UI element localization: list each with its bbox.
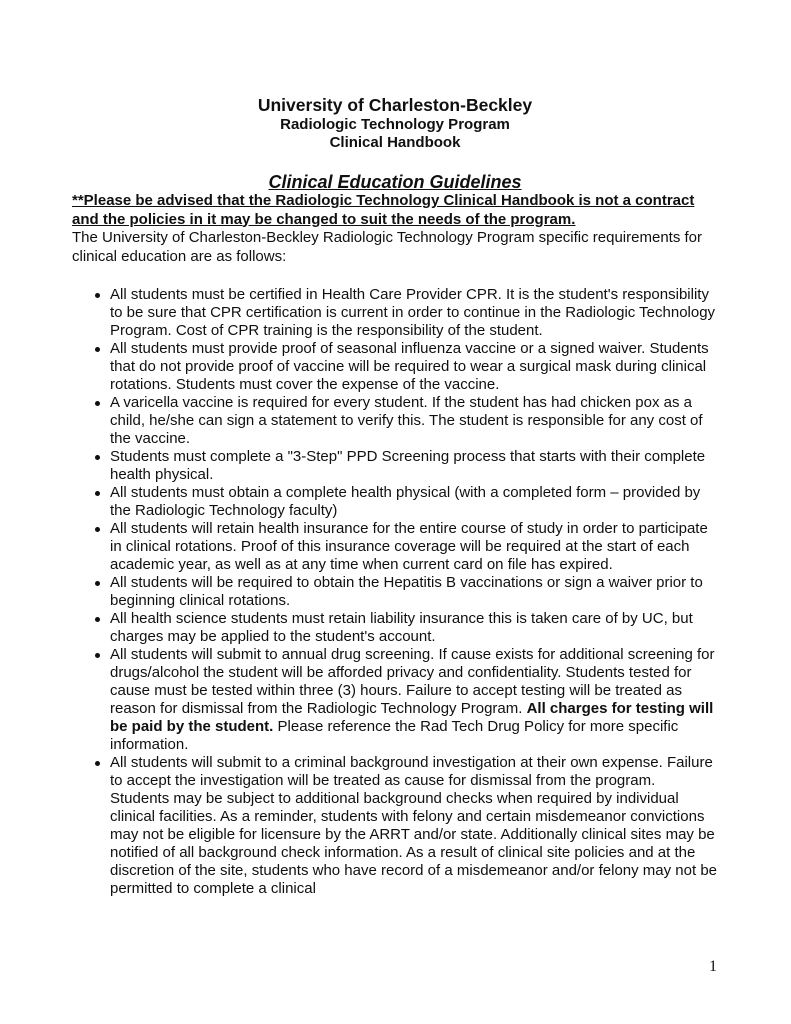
handbook-name: Clinical Handbook: [329, 133, 461, 151]
requirement-text: A varicella vaccine is required for every student. If the student has had chicken pox as a child, he/she can sign a statement to verify this. The student is responsible for any cost of the vaccine.: [110, 394, 703, 447]
requirement-text: Please reference the Rad Tech Drug Policy for more specific information.: [110, 718, 679, 753]
requirement-item: [72, 646, 718, 754]
requirement-text-bold: All charges for testing will be paid by the student.: [110, 700, 714, 735]
requirement-text: All students must provide proof of seasonal influenza vaccine or a signed waiver. Students that do not provide proof of vaccine will be required to wear a surgical mask during clinical rotations. Students must cover the expense of the vaccine.: [110, 340, 709, 393]
requirement-item: [72, 520, 718, 574]
notice-text: **Please be advised that the Radiologic Technology Clinical Handbook is not a contract and the policies in it may be changed to suit the needs of the program.: [72, 192, 695, 228]
requirement-item: [72, 574, 718, 610]
requirement-item: [72, 754, 718, 898]
requirement-text: All students will submit to annual drug screening. If cause exists for additional screening for drugs/alcohol the student will be afforded privacy and confidentiality. Students tested for cause must be tested within three (3) hours. Failure to accept testing will be treated as reason for dismissal from the Radiologic Technology Program.: [110, 646, 715, 717]
requirement-text: All students will be required to obtain the Hepatitis B vaccinations or sign a waiver prior to beginning clinical rotations.: [110, 574, 703, 609]
requirement-item: [72, 484, 718, 520]
intro-text: The University of Charleston-Beckley Radiologic Technology Program specific requirements for clinical education are as follows:: [72, 229, 702, 265]
document-title: University of Charleston-Beckley: [257, 95, 533, 115]
section-heading: Clinical Education Guidelines: [268, 172, 522, 192]
requirement-item: [72, 448, 718, 484]
page-number: 1: [709, 958, 717, 975]
requirements-list: [72, 286, 718, 898]
requirement-item: [72, 394, 718, 448]
program-name: Radiologic Technology Program: [280, 116, 510, 133]
requirement-item: [72, 610, 718, 646]
requirement-text: All students will submit to a criminal background investigation at their own expense. Failure to accept the investigation will be treated as cause for dismissal from the program. Students may be subject to additional background checks when required by individual clinical facilities. As a reminder, students with felony and certain misdemeanor convictions may not be eligible for licensure by the ARRT and/or state. Additionally clinical sites may be notified of all background check information. As a result of clinical site policies and at the discretion of the site, students who have record of a misdemeanor and/or felony may not be permitted to complete a clinical: [110, 754, 718, 897]
requirement-item: [72, 286, 718, 340]
requirement-item: [72, 340, 718, 394]
requirement-text: All health science students must retain liability insurance this is taken care of by UC, but charges may be applied to the student's account.: [110, 610, 693, 645]
page-content: [72, 95, 718, 898]
requirement-text: Students must complete a "3-Step" PPD Screening process that starts with their complete health physical.: [110, 448, 706, 483]
requirement-text: All students must obtain a complete health physical (with a completed form – provided by the Radiologic Technology faculty): [110, 484, 701, 519]
requirement-text: All students must be certified in Health Care Provider CPR. It is the student's responsibility to be sure that CPR certification is current in order to continue in the Radiologic Technology Program. Cost of CPR training is the responsibility of the student.: [110, 286, 716, 339]
requirement-text: All students will retain health insurance for the entire course of study in order to participate in clinical rotations. Proof of this insurance coverage will be required at the start of each academic year, as well as at any time when current card on file has expired.: [110, 520, 708, 573]
